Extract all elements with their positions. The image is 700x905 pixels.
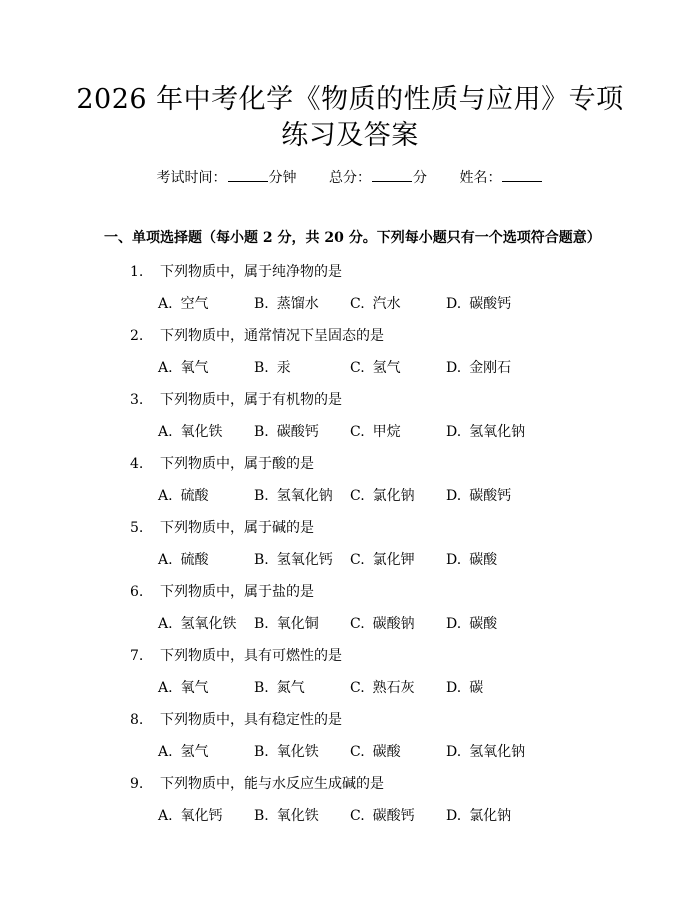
option-letter: C. — [350, 680, 365, 696]
option-letter: D. — [446, 616, 462, 632]
option-letter: D. — [446, 296, 462, 312]
option-choice[interactable] — [158, 422, 223, 442]
option-letter: B. — [254, 680, 269, 696]
option-choice[interactable] — [446, 550, 497, 570]
option-letter: A. — [158, 680, 173, 696]
option-letter: B. — [254, 616, 269, 632]
option-text: 熟石灰 — [372, 680, 415, 696]
exam-info — [0, 168, 700, 188]
option-letter: D. — [446, 744, 462, 760]
option-letter: D. — [446, 552, 462, 568]
question-item — [130, 454, 314, 474]
option-text: 硫酸 — [180, 488, 209, 504]
option-text: 碳酸钙 — [469, 296, 512, 312]
score-blank — [372, 168, 412, 182]
option-text: 氧气 — [180, 360, 209, 376]
question-text: 下列物质中，属于纯净物的是 — [160, 264, 342, 280]
option-text: 硫酸 — [180, 552, 209, 568]
question-item — [130, 390, 342, 410]
option-choice[interactable] — [446, 742, 525, 762]
question-text: 下列物质中，属于盐的是 — [160, 584, 314, 600]
option-text: 碳 — [469, 680, 484, 696]
exam-score — [329, 168, 427, 188]
score-unit: 分 — [413, 170, 427, 186]
option-letter: A. — [158, 296, 173, 312]
option-text: 氢气 — [180, 744, 209, 760]
option-letter: B. — [254, 360, 269, 376]
option-letter: C. — [350, 360, 365, 376]
option-choice[interactable] — [350, 550, 415, 570]
option-letter: C. — [350, 296, 365, 312]
section-heading: 一、单项选择题（每小题 2 分，共 20 分。下列每小题只有一个选项符合题意） — [104, 230, 601, 246]
exam-time — [157, 168, 297, 188]
option-letter: C. — [350, 424, 365, 440]
option-choice[interactable] — [254, 614, 319, 634]
page-title-line1: 2026 年中考化学《物质的性质与应用》专项 — [76, 84, 624, 115]
option-text: 氯化钠 — [469, 808, 512, 824]
option-choice[interactable] — [158, 806, 223, 826]
option-letter: B. — [254, 424, 269, 440]
question-text: 下列物质中，具有可燃性的是 — [160, 648, 342, 664]
question-number: 1. — [130, 264, 144, 280]
option-text: 碳酸 — [469, 616, 498, 632]
option-text: 碳酸钙 — [276, 424, 319, 440]
option-choice[interactable] — [158, 550, 209, 570]
question-number: 8. — [130, 712, 144, 728]
option-letter: A. — [158, 744, 173, 760]
question-number: 3. — [130, 392, 144, 408]
question-number: 5. — [130, 520, 144, 536]
question-number: 7. — [130, 648, 144, 664]
option-letter: A. — [158, 488, 173, 504]
option-text: 碳酸钙 — [469, 488, 512, 504]
option-choice[interactable] — [350, 422, 401, 442]
question-item — [130, 262, 342, 282]
option-choice[interactable] — [254, 422, 319, 442]
question-item — [130, 582, 314, 602]
option-letter: B. — [254, 744, 269, 760]
time-label: 考试时间： — [156, 170, 227, 186]
option-choice[interactable] — [350, 806, 415, 826]
option-letter: C. — [350, 616, 365, 632]
option-text: 碳酸钠 — [372, 616, 415, 632]
option-text: 氢氧化钠 — [469, 424, 526, 440]
option-text: 汞 — [276, 360, 291, 376]
option-choice[interactable] — [254, 358, 291, 378]
option-text: 氧化铁 — [180, 424, 223, 440]
option-text: 氯化钾 — [372, 552, 415, 568]
time-blank — [228, 168, 268, 182]
option-letter: C. — [350, 808, 365, 824]
name-label: 姓名： — [459, 170, 502, 186]
option-choice[interactable] — [446, 678, 483, 698]
question-number: 6. — [130, 584, 144, 600]
option-text: 碳酸钙 — [372, 808, 415, 824]
question-text: 下列物质中，通常情况下呈固态的是 — [160, 328, 384, 344]
option-text: 空气 — [180, 296, 209, 312]
question-item — [130, 646, 342, 666]
option-choice[interactable] — [158, 294, 209, 314]
option-text: 碳酸 — [372, 744, 401, 760]
option-choice[interactable] — [254, 806, 319, 826]
option-choice[interactable] — [158, 614, 237, 634]
option-choice[interactable] — [158, 742, 209, 762]
option-choice[interactable] — [446, 294, 511, 314]
option-choice[interactable] — [254, 742, 319, 762]
option-letter: B. — [254, 488, 269, 504]
option-letter: A. — [158, 808, 173, 824]
question-text: 下列物质中，具有稳定性的是 — [160, 712, 342, 728]
option-choice[interactable] — [446, 422, 525, 442]
option-text: 氢氧化钙 — [276, 552, 333, 568]
page-title-line2: 练习及答案 — [281, 120, 419, 151]
question-item — [130, 326, 384, 346]
question-text: 下列物质中，属于碱的是 — [160, 520, 314, 536]
option-text: 氧化钙 — [180, 808, 223, 824]
option-letter: A. — [158, 360, 173, 376]
option-choice[interactable] — [350, 358, 401, 378]
question-number: 9. — [130, 776, 144, 792]
option-choice[interactable] — [350, 742, 401, 762]
question-text: 下列物质中，能与水反应生成碱的是 — [160, 776, 384, 792]
option-choice[interactable] — [158, 678, 209, 698]
option-letter: A. — [158, 424, 173, 440]
option-text: 氢氧化钠 — [276, 488, 333, 504]
option-text: 甲烷 — [372, 424, 401, 440]
option-choice[interactable] — [254, 550, 333, 570]
option-text: 氧化铁 — [276, 808, 319, 824]
option-letter: D. — [446, 424, 462, 440]
score-label: 总分： — [329, 170, 371, 186]
option-letter: A. — [158, 616, 173, 632]
option-text: 氯化钠 — [372, 488, 415, 504]
option-letter: C. — [350, 488, 365, 504]
option-choice[interactable] — [254, 678, 305, 698]
option-letter: C. — [350, 744, 365, 760]
option-choice[interactable] — [350, 614, 415, 634]
question-number: 2. — [130, 328, 144, 344]
question-item — [130, 710, 342, 730]
option-choice[interactable] — [446, 358, 511, 378]
option-text: 氢氧化铁 — [180, 616, 237, 632]
option-choice[interactable] — [158, 486, 209, 506]
option-text: 碳酸 — [469, 552, 498, 568]
exam-name — [459, 168, 543, 188]
option-choice[interactable] — [350, 486, 415, 506]
option-letter: B. — [254, 552, 269, 568]
option-letter: C. — [350, 552, 365, 568]
option-choice[interactable] — [446, 806, 511, 826]
option-text: 蒸馏水 — [276, 296, 319, 312]
option-text: 氧化铜 — [276, 616, 319, 632]
option-text: 氧气 — [180, 680, 209, 696]
option-choice[interactable] — [254, 486, 333, 506]
option-choice[interactable] — [350, 294, 401, 314]
option-choice[interactable] — [446, 614, 497, 634]
question-item — [130, 774, 384, 794]
question-item — [130, 518, 314, 538]
option-letter: D. — [446, 360, 462, 376]
option-letter: D. — [446, 488, 462, 504]
option-choice[interactable] — [158, 358, 209, 378]
question-text: 下列物质中，属于有机物的是 — [160, 392, 342, 408]
question-number: 4. — [130, 456, 144, 472]
option-text: 氢气 — [372, 360, 401, 376]
option-text: 金刚石 — [469, 360, 512, 376]
option-text: 氧化铁 — [276, 744, 319, 760]
option-choice[interactable] — [446, 486, 511, 506]
option-choice[interactable] — [350, 678, 415, 698]
option-letter: D. — [446, 680, 462, 696]
option-text: 氢氧化钠 — [469, 744, 526, 760]
time-unit: 分钟 — [268, 170, 297, 186]
option-letter: A. — [158, 552, 173, 568]
option-text: 汽水 — [372, 296, 401, 312]
option-text: 氮气 — [276, 680, 305, 696]
question-text: 下列物质中，属于酸的是 — [160, 456, 314, 472]
option-letter: D. — [446, 808, 462, 824]
option-choice[interactable] — [254, 294, 319, 314]
name-blank — [502, 168, 542, 182]
option-letter: B. — [254, 296, 269, 312]
option-letter: B. — [254, 808, 269, 824]
